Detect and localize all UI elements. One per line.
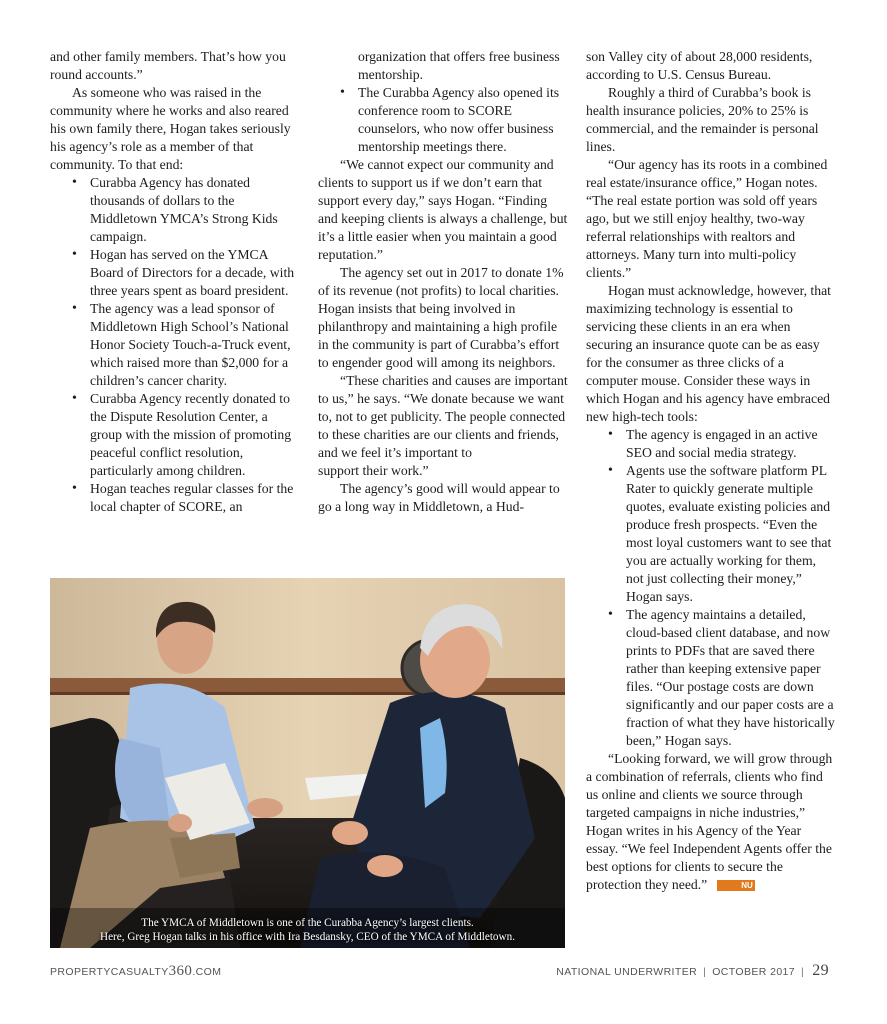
list-item: • Curabba Agency has donated thousands of dollars to the Middletown YMCA’s Strong Kids campaign. [50,174,300,246]
photo-caption [50,916,565,944]
article-column-1 [50,48,300,516]
footer-publication-info [556,962,829,980]
paragraph: “These charities and causes are important to us,” he says. “We donate because we want to, not to get publicity. The people connected to these charities are our clients and friends, and we feel it’s important to [318,373,568,460]
issue-date: OCTOBER 2017 [712,966,796,978]
divider: | [801,966,805,978]
bullet-list [50,174,300,516]
paragraph: “We cannot expect our community and clients to support us if we don’t earn that support every day,” says Hogan. “Finding and keeping clients is always a challenge, but it’s a little easier when you maintain a good reputation.” [318,157,568,262]
list-item: • The agency was a lead sponsor of Middletown High School’s National Honor Society Touch-a-Truck event, which raised more than $2,000 for a children’s cancer charity. [50,300,300,390]
closing-paragraph-text: “Looking forward, we will grow through a combination of referrals, clients who find us online and clients we source through targeted campaigns in niche industries,” Hogan writes in his Agency of the Year essay. “We feel Independent Agents offer the best options for clients to secure the protection they need.” [586,751,833,892]
list-item: • Hogan has served on the YMCA Board of Directors for a decade, with three years spent as board president. [50,246,300,300]
list-item: • Curabba Agency recently donated to the Dispute Resolution Center, a group with the mission of promoting peaceful conflict resolution, particularly among children. [50,390,300,480]
paragraph: The agency’s good will would appear to go a long way in Middletown, a Hud- [318,481,560,514]
caption-line: Here, Greg Hogan talks in his office with Ira Besdansky, CEO of the YMCA of Middletown. [99,931,515,943]
paragraph: support their work.” [318,463,429,478]
paragraph [586,750,836,894]
paragraph: Hogan must acknowledge, however, that maximizing technology is essential to servicing these clients in an era when securing an insurance quote can be as easy for the consumer as three clicks of a computer mouse. Consider these ways in which Hogan and his agency have embraced new high-tech tools: [586,283,831,424]
paragraph: and other family members. That’s how you round accounts.” [50,49,286,82]
paragraph: The agency set out in 2017 to donate 1% of its revenue (not profits) to local charities. Hogan insists that being involved in philanthropy and maintaining a high profile in the community is part of Curabba’s effort to engender good will among its neighbors. [318,265,564,370]
bullet-list [318,84,568,156]
article-column-2 [318,48,568,516]
footer-website-part: 360 [168,963,193,979]
list-item: • The agency is engaged in an active SEO and social media strategy. [586,426,836,462]
caption-line: The YMCA of Middletown is one of the Curabba Agency’s largest clients. [141,917,474,929]
end-mark-logo: NU [717,880,755,891]
list-item: • Hogan teaches regular classes for the local chapter of SCORE, an [50,480,300,516]
photo-illustration [50,578,565,948]
article-photo [50,578,565,948]
bullet-list [586,426,836,750]
article-column-3 [586,48,836,894]
paragraph: Roughly a third of Curabba’s book is health insurance policies, 20% to 25% is commercial, and the remainder is personal lines. [586,85,819,154]
list-item: • The Curabba Agency also opened its conference room to SCORE counselors, who now offer business mentorship meetings there. [318,84,568,156]
list-item-continued: organization that offers free business mentorship. [358,49,560,82]
paragraph: son Valley city of about 28,000 residents, according to U.S. Census Bureau. [586,49,813,82]
footer-website [50,963,221,980]
footer-website-part: .COM [192,966,222,978]
list-item: • Agents use the software platform PL Rater to quickly generate multiple quotes, evaluate existing policies and produce fresh prospects. “Even the most loyal customers want to see that you are actually working for them, not just collecting their money,” Hogan says. [586,462,836,606]
paragraph: “Our agency has its roots in a combined real estate/insurance office,” Hogan notes. “The real estate portion was sold off years ago, but we still enjoy healthy, two-way referral relationships with realtors and attorneys. Many turn into multi-policy clients.” [586,157,828,280]
footer-website-part: PROPERTYCASUALTY [50,966,169,978]
list-item: • The agency maintains a detailed, cloud-based client database, and now prints to PDFs that are saved there rather than keeping extensive paper files. “Our postage costs are down significantly and our paper costs are a fraction of what they have historically been,” Hogan says. [586,606,836,750]
publication-name: NATIONAL UNDERWRITER [556,966,698,978]
page-number: 29 [812,962,829,979]
paragraph: As someone who was raised in the community where he works and also reared his own family there, Hogan takes seriously his agency’s role as a member of that community. To that end: [50,85,291,172]
divider: | [703,966,707,978]
